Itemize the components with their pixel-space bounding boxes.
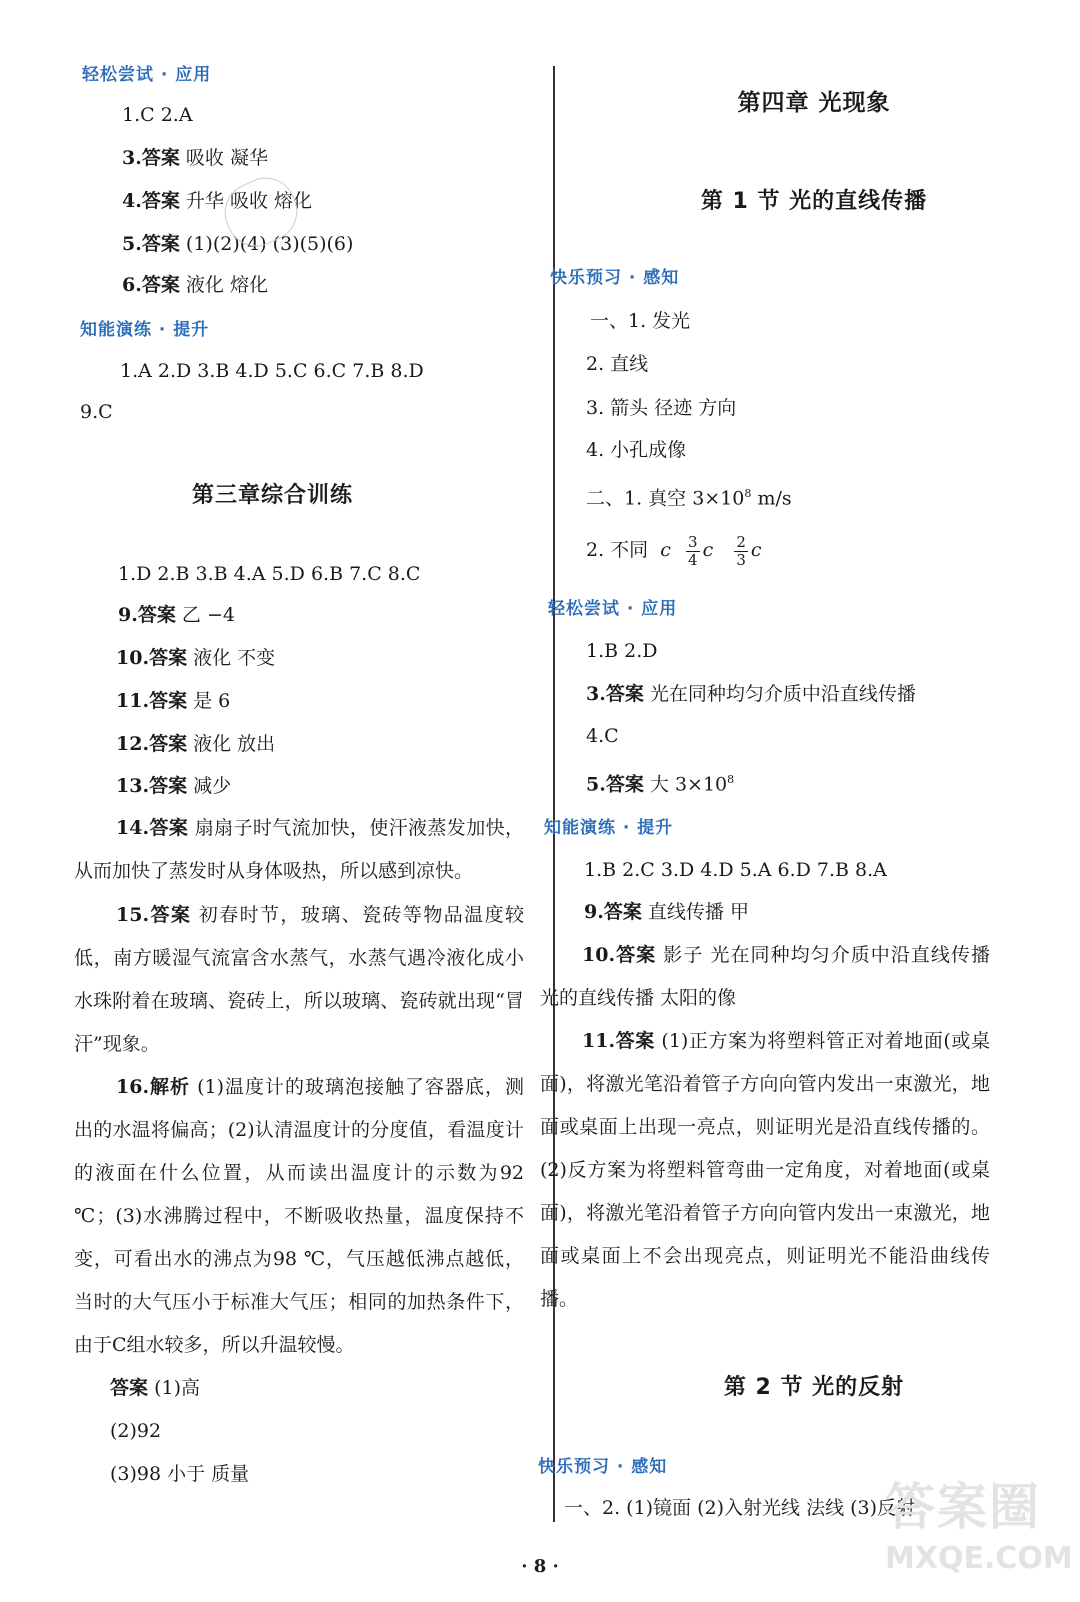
answer-text: 直线传播 甲 [647,901,749,923]
answer-text: (1)高 [154,1377,200,1399]
question-number: 11. [116,690,150,712]
answer-line [586,767,734,797]
answer-line [116,688,230,714]
answer-text: 乙 −4 [181,604,235,626]
answer-paragraph [540,934,990,1020]
answer-label: 答案 [605,683,644,705]
exponent: 8 [744,487,752,500]
answer-text: 液化 熔化 [185,274,268,296]
fraction: $\frac{3}{4}$ [688,532,698,569]
section-heading-try: 轻松尝试 · 应用 [548,599,678,619]
answer-text: 2. 不同 [586,539,649,561]
variable: c [702,539,714,561]
question-number: 15. [116,904,150,926]
answer-text: 吸收 凝华 [185,147,268,169]
analysis-label: 解析 [149,1076,191,1098]
variable: c [660,539,671,561]
answer-line: 3. 箭头 径迹 方向 [586,397,737,419]
question-number: 5. [586,773,606,796]
question-number: 9. [584,901,604,923]
answer-line: 1.C 2.A [122,104,193,126]
section-heading-preview: 快乐预习 · 感知 [550,268,680,288]
answer-label: 答案 [141,274,180,296]
answer-line: 2. 直线 [586,353,649,375]
answer-text: 液化 放出 [193,733,276,755]
unit: m/s [751,487,792,510]
question-number: 6. [122,274,142,296]
answer-line [116,645,275,671]
answer-label: 答案 [603,901,642,923]
answer-label: 答案 [137,604,176,626]
answer-line: 1.D 2.B 3.B 4.A 5.D 6.B 7.C 8.C [118,563,421,585]
answer-text: (1)(2)(4) (3)(5)(6) [185,233,354,255]
question-number: 14. [116,817,150,839]
answer-line [122,272,268,298]
answer-label: 答案 [149,647,188,669]
answer-label: 答案 [149,817,189,839]
answer-text: 扇扇子时气流加快，使汗液蒸发加快，从而加快了蒸发时从身体吸热，所以感到凉快。 [74,817,524,882]
answer-text: (1)正方案为将塑料管正对着地面(或桌面)，将激光笔沿着管子方向向管内发出一束激光，地面或桌面上出现一亮点，则证明光是沿直线传播的。(2)反方案为将塑料管弯曲一定角度，对着地面(或桌面)，将激光笔沿着管子方向向管内发出一束激光，地面或桌面上不会出现亮点，则证明光不能沿曲线传播。 [540,1030,990,1310]
page-number: · 8 · [521,1556,559,1577]
answer-text: 初春时节，玻璃、瓷砖等物品温度较低，南方暖湿气流富含水蒸气，水蒸气遇冷液化成小水珠附着在玻璃、瓷砖上，所以玻璃、瓷砖就出现“冒汗”现象。 [74,904,524,1055]
answer-text: 影子 光在同种均匀介质中沿直线传播 光的直线传播 太阳的像 [540,944,990,1009]
answer-label: 答案 [605,773,644,796]
answer-label: 答案 [149,775,188,797]
answer-label: 答案 [141,147,180,169]
answer-paragraph [74,894,524,1066]
answer-line: 1.B 2.D [586,640,658,662]
question-number: 10. [582,944,616,966]
question-number: 12. [116,733,150,755]
answer-line [110,1375,200,1401]
question-number: 13. [116,775,150,797]
answer-line: 4.C [586,725,619,747]
variable: c [750,539,762,561]
section-heading-try: 轻松尝试 · 应用 [82,65,212,85]
answer-text: 二、1. 真空 3×10 [586,487,745,510]
answer-line [118,602,235,628]
section-heading-skill: 知能演练 · 提升 [544,818,674,838]
question-number: 16. [116,1076,150,1098]
answer-line [584,899,749,925]
answer-label: 答案 [615,1030,655,1052]
watermark [885,1475,1075,1600]
answer-line [116,731,275,757]
question-number: 9. [118,604,138,626]
analysis-text: (1)温度计的玻璃泡接触了容器底，测出的水温将偏高；(2)认清温度计的分度值，看温度计的液面在什么位置，从而读出温度计的示数为92 ℃；(3)水沸腾过程中，不断吸收热量，温度保持不变，可看出水的沸点为98 ℃，气压越低沸点越低，当时的大气压小于标准大气压；相同的加热条件下，由于C组水较多，所以升温较慢。 [74,1076,524,1356]
answer-line [122,145,268,171]
answer-text: 大 3×10 [649,773,728,796]
answer-line: (2)92 [110,1420,162,1442]
answer-text: 升华 吸收 熔化 [185,190,312,212]
answer-line [586,528,762,572]
exponent: 8 [727,773,735,786]
question-number: 10. [116,647,150,669]
answer-line [586,681,916,707]
question-number: 3. [122,147,142,169]
answer-paragraph [540,1020,990,1321]
answer-label: 答案 [149,733,188,755]
answer-line: 1.A 2.D 3.B 4.D 5.C 6.C 7.B 8.D [120,360,424,382]
answer-text: 是 6 [193,690,231,712]
chapter-title: 第四章 光现象 [737,90,891,116]
answer-line: 9.C [80,401,113,423]
fraction: $\frac{2}{3}$ [736,532,746,569]
answer-label: 答案 [149,904,192,926]
answer-label: 答案 [149,690,188,712]
chapter-review-title: 第三章综合训练 [191,483,353,508]
section-heading-preview: 快乐预习 · 感知 [538,1457,668,1477]
section-heading-skill: 知能演练 · 提升 [80,320,210,340]
watermark-top: 答案圈 [885,1478,1041,1536]
analysis-paragraph [74,1066,524,1367]
question-number: 5. [122,233,142,255]
answer-label: 答案 [141,190,180,212]
answer-line [116,773,231,799]
answer-line [586,481,792,511]
answer-text: 液化 不变 [193,647,276,669]
answer-paragraph [74,807,524,893]
answer-line: 1.B 2.C 3.D 4.D 5.A 6.D 7.B 8.A [584,859,887,881]
question-number: 4. [122,190,142,212]
answer-text: 减少 [193,775,232,797]
answer-line: 一、2. (1)镜面 (2)入射光线 法线 (3)反射 [564,1497,916,1519]
answer-line: 4. 小孔成像 [586,439,687,461]
answer-line: (3)98 小于 质量 [110,1463,250,1485]
answer-text: 光在同种均匀介质中沿直线传播 [649,683,916,705]
answer-line: 一、1. 发光 [590,310,691,332]
answer-label: 答案 [141,233,180,255]
question-number: 11. [582,1030,616,1052]
answer-label: 答案 [110,1377,149,1399]
question-number: 3. [586,683,606,705]
section-title: 第 2 节 光的反射 [723,1375,905,1400]
answer-label: 答案 [615,944,657,966]
watermark-bottom: MXQE.COM [885,1541,1073,1576]
section-title: 第 1 节 光的直线传播 [700,189,928,214]
